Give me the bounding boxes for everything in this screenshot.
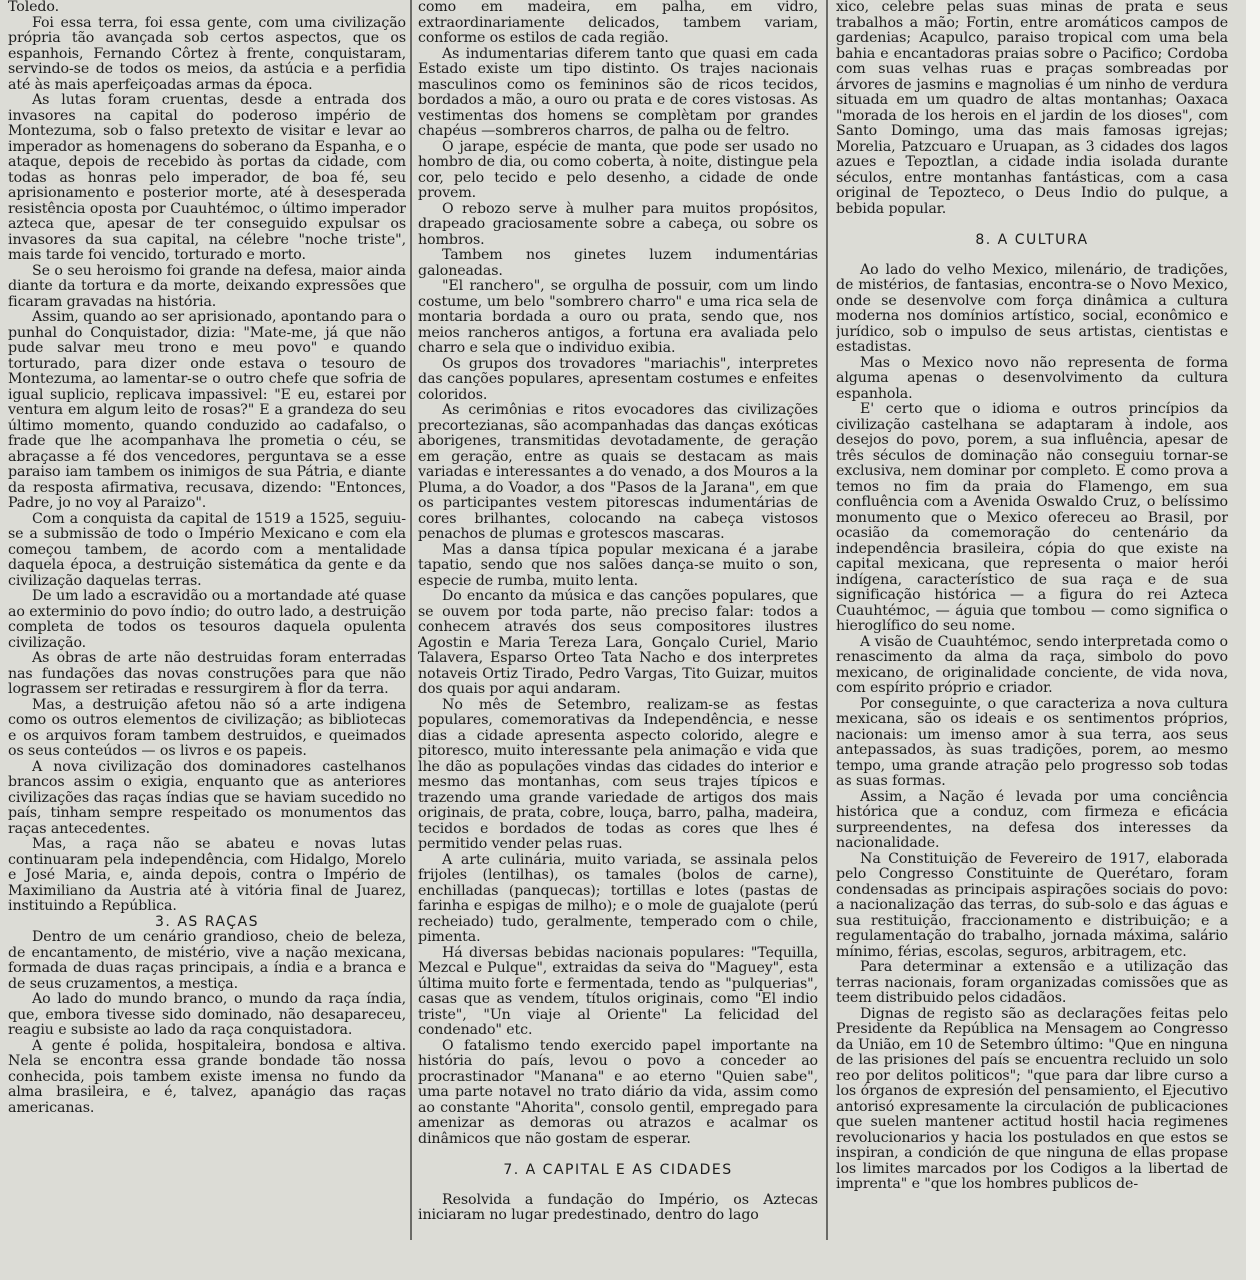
paragraph: As lutas foram cruentas, desde a entrada dos invasores na capital do poderoso império de Montezuma, sob o falso pretexto de visitar e levar ao imperador as homenagens do soberano da Espanha, e o ataque, depois de recebido às portas da cidade, com todas as honras pelo imperador, de boa fé, seu aprisionamento e posterior morte, até à desesperada resistência oposta por Cuauhtémoc, o último imperador azteca que, apesar de ter conseguido expulsar os invasores da sua capital, na célebre "noche triste", mais tarde foi vencido, torturado e morto. bbox=[8, 92, 406, 263]
paragraph: O rebozo serve à mulher para muitos propósitos, drapeado graciosamente sobre a cabeça, ou sobre os hombros. bbox=[418, 200, 818, 248]
paragraph: Mas a dansa típica popular mexicana é a jarabe tapatio, sendo que nos salões dança-se muito o son, especie de rumba, muito lenta. bbox=[418, 541, 818, 589]
paragraph: Ao lado do velho Mexico, milenário, de tradições, de mistérios, de fantasias, encontra-se o Novo Mexico, onde se desenvolve com força dinâmica a cultura moderna nos domínios artístico, social, econômico e jurídico, sob o impulso de seus artistas, cientistas e estadistas. bbox=[836, 261, 1228, 355]
paragraph: O jarape, espécie de manta, que pode ser usado no hombro de dia, ou como coberta, à noite, distingue pela cor, pelo tecido e pelo desenho, a cidade de onde provem. bbox=[418, 138, 818, 201]
paragraph: "El ranchero", se orgulha de possuir, com um lindo costume, um belo "sombrero charro" e uma rica sela de montaria bordada a ouro ou prata, sendo que, nos meios rancheros antigos, a fortuna era avaliada pelo charro e sela que o individuo exibia. bbox=[418, 278, 818, 356]
paragraph: Na Constituição de Fevereiro de 1917, elaborada pelo Congresso Constituinte de Querétaro, foram condensadas as principais aspirações sociais do povo: a nacionalização das terras, do sub-solo e das águas e sua restituição, fraccionamento e distribuição; e a regulamentação do trabalho, jornada máxima, salário mínimo, férias, escolas, seguros, arbitragem, etc. bbox=[836, 850, 1228, 960]
paragraph: Há diversas bebidas nacionais populares: "Tequilla, Mezcal e Pulque", extraidas da seiva do "Maguey", esta última muito forte e fermentada, tendo as "pulquerias", casas que as vendem, títulos originais, como "El indio triste", "Un viaje al Oriente" La felicidad del condenado" etc. bbox=[418, 944, 818, 1038]
paragraph: O fatalismo tendo exercido papel importante na história do país, levou o povo a conceder ao procrastinador "Manana" e ao eterno "Quien sabe", uma parte notavel no trato diário da vida, assim como ao constante "Ahorita", consolo gentil, empregado para amenizar as demoras ou atrazos e acalmar os dinâmicos que não gostam de esperar. bbox=[418, 1037, 818, 1147]
paragraph: Mas o Mexico novo não representa de forma alguma apenas o desenvolvimento da cultura espanhola. bbox=[836, 354, 1228, 402]
paragraph: A arte culinária, muito variada, se assinala pelos frijoles (lentilhas), os tamales (bolos de carne), enchilladas (panquecas); tortillas e lotes (pastas de farinha e espigas de milho); e o mole de guajalote (perú recheiado) tudo, geralmente, temperado com o chile, pimenta. bbox=[418, 851, 818, 945]
paragraph: Os grupos dos trovadores "mariachis", interpretes das canções populares, apresentam costumes e enfeites coloridos. bbox=[418, 355, 818, 403]
column-divider bbox=[826, 0, 828, 1240]
paragraph: Do encanto da música e das canções populares, que se ouvem por toda parte, não preciso falar: todos a conhecem através dos seus compositores ilustres Agostin e Maria Tereza Lara, Gonçalo Curiel, Mario Talavera, Esparso Orteo Tata Nacho e dos interpretes notaveis Ortiz Tirado, Pedro Vargas, Tito Guizar, muitos dos quais por aqui andaram. bbox=[418, 588, 818, 697]
paragraph: Toledo. bbox=[8, 0, 60, 15]
paragraph: As obras de arte não destruidas foram enterradas nas fundações das novas construções para que não lograssem ser retiradas e ressurgirem à flor da terra. bbox=[8, 650, 406, 697]
paragraph: Assim, quando ao ser aprisionado, apontando para o punhal do Conquistador, dizia: "Mate-me, já que não pude salvar meu trono e meu povo" e quando torturado, para dizer onde estava o tesouro de Montezuma, ao lamentar-se o outro chefe que sofria de igual suplicio, replicava impassivel: "E eu, estarei por ventura em algum leito de rosas?" E a grandeza do seu último momento, quando conduzido ao cadafalso, o frade que lhe acompanhava lhe prometia o céu, se abraçasse a fé dos vencedores, perguntava se a esse paraiso iam tambem os inimigos de sua Pátria, e diante da resposta afirmativa, recusava, dizendo: "Entonces, Padre, jo no voy al Paraizo". bbox=[8, 309, 406, 511]
section-heading-cultura: 8. A CULTURA bbox=[975, 232, 1089, 248]
paragraph: E' certo que o idioma e outros princípios da civilização castelhana se adaptaram à indole, aos desejos do povo, porem, a sua influência, apesar de três séculos de dominação não conseguiu tornar-se exclusiva, nem dominar por completo. E como prova a temos no fim da praia do Flamengo, em sua confluência com a Avenida Oswaldo Cruz, o belíssimo monumento que o Mexico ofereceu ao Brasil, por ocasião da comemoração do centenário da independência brasileira, cópia do que existe na capital mexicana, que representa o maior herói indígena, característico de sua raça e de sua significação histórica — a figura do rei Azteca Cuauhtémoc, — águia que tombou — como significa o hieroglífico do seu nome. bbox=[836, 401, 1228, 634]
paragraph: como em madeira, em palha, em vidro, extraordinariamente delicados, tambem variam, conforme os estilos de cada região. bbox=[418, 0, 818, 46]
paragraph: Tambem nos ginetes luzem indumentárias galoneadas. bbox=[418, 247, 818, 279]
column-middle bbox=[418, 0, 818, 1240]
paragraph: Ao lado do mundo branco, o mundo da raça índia, que, embora tivesse sido dominado, não desapareceu, reagiu e subsiste ao lado da raça conquistadora. bbox=[8, 991, 406, 1038]
paragraph: Dignas de registo são as declarações feitas pelo Presidente da República na Mensagem ao Congresso da União, em 10 de Setembro último: "Que en ninguna de las prisiones del país se encuentra recluido un solo reo por delitos politicos"; "que para dar libre curso a los órganos de expresión del pensamiento, el Ejecutivo antorisó expresamente la circulación de publicaciones que suelen mantener actitud hostil hacia regimenes revolucionarios y hacia los postulados en que estos se inspiran, a condición de que ninguna de ellas propase los limites marcados por los Codigos a la libertad de imprenta" e "que los hombres publicos de- bbox=[836, 1005, 1228, 1192]
paragraph: Assim, a Nação é levada por uma conciência histórica que a conduz, com firmeza e eficácia surpreendentes, na defesa dos interesses da nacionalidade. bbox=[836, 788, 1228, 851]
paragraph: De um lado a escravidão ou a mortandade até quase ao exterminio do povo índio; do outro lado, a destruição completa de todos os tesouros daquela opulenta civilização. bbox=[8, 588, 406, 651]
paragraph: A nova civilização dos dominadores castelhanos brancos assim o exigia, enquanto que as anteriores civilizações das raças índias que se haviam sucedido no país, tinham sempre respeitado os monumentos das raças antecedentes. bbox=[8, 758, 406, 837]
section-heading-racas: 3. AS RAÇAS bbox=[155, 913, 259, 930]
scan-margin bbox=[1246, 0, 1260, 1280]
paragraph: Foi essa terra, foi essa gente, com uma civilização própria tão avançada sob certos aspectos, que os espanhois, Fernando Côrtez à frente, conquistaram, servindo-se de todos os meios, da astúcia e a perfidia até às mais aperfeiçoadas armas da época. bbox=[8, 14, 406, 93]
paragraph: Com a conquista da capital de 1519 a 1525, seguiu-se a submissão de todo o Império Mexicano e com ela começou tambem, de acordo com a mentalidade daquela época, a destruição sistemática da gente e da civilização daquelas terras. bbox=[8, 510, 406, 589]
column-divider bbox=[410, 0, 412, 1240]
paragraph: No mês de Setembro, realizam-se as festas populares, comemorativas da Independência, e nesse dias a cidade apresenta aspecto colorido, alegre e pitoresco, muito interessante pela animação e vida que lhe dão as populações vindas das cidades do interior e mesmo das montanhas, com seus trajes típicos e trazendo uma grande variedade de artigos dos mais originais, de prata, cobre, louça, barro, palha, madeira, tecidos e bordados de todas as cores que lhes é permitido vender pelas ruas. bbox=[418, 696, 818, 852]
paragraph: Mas, a destruição afetou não só a arte indigena como os outros elementos de civilização; as bibliotecas e os arquivos foram tambem destruidos, e queimados os seus conteúdos — os livros e os papeis. bbox=[8, 696, 406, 759]
paragraph: Mas, a raça não se abateu e novas lutas continuaram pela independência, com Hidalgo, Morelo e José Maria, e, ainda depois, contra o Império de Maximiliano da Austria até à vitória final de Juarez, instituindo a República. bbox=[8, 836, 406, 914]
paragraph: Para determinar a extensão e a utilização das terras nacionais, foram organizadas comissões que as teem distribuido pelos cidadãos. bbox=[836, 959, 1228, 1006]
paragraph: Se o seu heroismo foi grande na defesa, maior ainda diante da tortura e da morte, deixando expressões que ficaram gravadas na história. bbox=[8, 262, 406, 310]
column-right bbox=[836, 0, 1228, 1240]
paragraph: Resolvida a fundação do Império, os Aztecas iniciaram no lugar predestinado, dentro do lago bbox=[418, 1191, 818, 1223]
paragraph: As indumentarias diferem tanto que quasi em cada Estado existe um tipo distinto. Os trajes nacionais masculinos como os femininos são de ricos tecidos, bordados a mão, a ouro ou prata e de cores vistosas. As vestimentas dos homens se complètam por grandes chapéus —sombreros charros, de palha ou de feltro. bbox=[418, 45, 818, 139]
paragraph: A visão de Cuauhtémoc, sendo interpretada como o renascimento da alma da raça, simbolo do povo mexicano, de originalidade concientе, de vida nova, com espírito próprio e criador. bbox=[836, 633, 1228, 696]
paragraph: As cerimônias e ritos evocadores das civilizações precortezianas, são acompanhadas das danças exóticas aborigenes, transmitidas devotadamente, de geração em geração, entre as quais se destacam as mais variadas e interessantes a do venado, a dos Mouros a la Pluma, a do Voador, a dos "Pasos de la Jarana", em que os participantes vestem pitorescas indumentárias de cores brilhantes, colocando na cabeça vistosos penachos de plumas e grotescos mascaras. bbox=[418, 402, 818, 542]
paragraph: Por conseguinte, o que caracteriza a nova cultura mexicana, são os ideais e os sentimentos próprios, nacionais: um imenso amor à sua terra, aos seus antepassados, às suas tradições, porem, ao mesmo tempo, uma grande atração pelo progresso sob todas as suas formas. bbox=[836, 695, 1228, 789]
paragraph: A gente é polida, hospitaleira, bondosa e altiva. Nela se encontra essa grande bondade tão nossa conhecida, pois tambem existe imensa no fundo da alma brasileira, e é, talvez, apanágio das raças americanas. bbox=[8, 1037, 406, 1116]
section-heading-capital: 7. A CAPITAL E AS CIDADES bbox=[503, 1162, 733, 1178]
paragraph: xico, celebre pelas suas minas de prata e seus trabalhos a mão; Fortin, entre aromáticos campos de gardenias; Acapulco, paraiso tropical com uma bela bahia e encantadoras praias sobre o Pacifico; Cordoba com suas velhas ruas e praças sombreadas por árvores de jasmins e magnolias é um ninho de verdura situada em um quadro de altas montanhas; Oaxaca "morada de los herois en el jardin de los dioses", com Santo Domingo, uma das mais famosas igrejas; Morelia, Patzcuaro e Uruapan, as 3 cidades dos lagos azues e Tepoztlan, a cidade india isolada durante séculos, entre montanhas fantásticas, com a casa original de Tepozteco, o Deus Indio do pulque, a bebida popular. bbox=[836, 0, 1228, 217]
paragraph: Dentro de um cenário grandioso, cheio de beleza, de encantamento, de mistério, vive a nação mexicana, formada de duas raças principais, a índia e a branca e de seus cruzamentos, a mestiça. bbox=[8, 929, 406, 992]
column-left bbox=[8, 0, 406, 1240]
